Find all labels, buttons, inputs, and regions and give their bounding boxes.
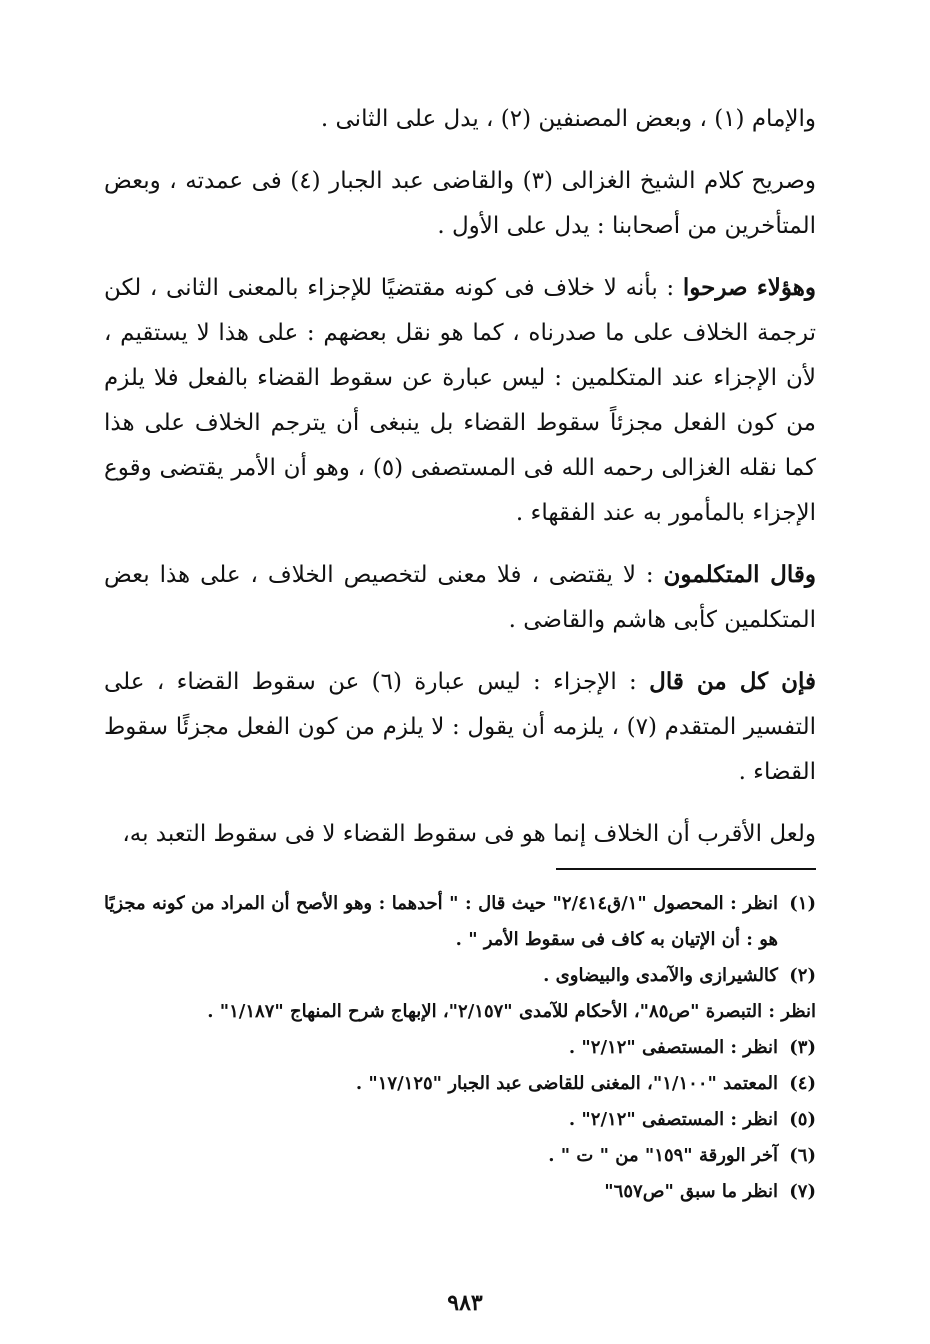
footnote-6 bbox=[104, 1138, 816, 1174]
footnote-2 bbox=[104, 958, 816, 994]
main-text-body bbox=[104, 96, 816, 857]
footnote-number: (٧) bbox=[789, 1181, 816, 1202]
paragraph-6 bbox=[104, 811, 816, 857]
paragraph-1 bbox=[104, 96, 816, 142]
footnote-text: انظر : المستصفى "٢/١٢" . bbox=[568, 1109, 778, 1130]
paragraph-2 bbox=[104, 158, 816, 249]
footnote-text: انظر : المحصول "١/ق٢/٤١٤" حيث قال : " أحدهما : وهو الأصح أن المراد من كونه مجزيًا هو : أن الإتيان به كاف فى سقوط الأمر " . bbox=[104, 893, 778, 950]
document-page bbox=[104, 96, 816, 1296]
paragraph-3-lead: وهؤلاء صرحوا bbox=[682, 274, 816, 301]
footnote-3 bbox=[104, 1030, 816, 1066]
page-number: ٩٨٣ bbox=[447, 1290, 483, 1316]
footnote-5 bbox=[104, 1102, 816, 1138]
footnote-text: المعتمد "١/١٠٠"، المغنى للقاضى عبد الجبار "١٧/١٢٥" . bbox=[355, 1073, 778, 1094]
footnote-1 bbox=[104, 886, 816, 958]
paragraph-4 bbox=[104, 552, 816, 643]
footnote-7 bbox=[104, 1174, 816, 1210]
paragraph-4-text: : لا يقتضى ، فلا معنى لتخصيص الخلاف ، على هذا بعض المتكلمين كأبى هاشم والقاضى . bbox=[104, 562, 816, 633]
footnote-separator bbox=[556, 868, 816, 870]
footnote-text: انظر ما سبق "ص٦٥٧" bbox=[604, 1181, 778, 1202]
paragraph-5-lead: فإن كل من قال bbox=[649, 668, 816, 695]
footnote-2-continued bbox=[104, 994, 816, 1030]
paragraph-3 bbox=[104, 265, 816, 536]
paragraph-5-text: : الإجزاء : ليس عبارة (٦) عن سقوط القضاء ، على التفسير المتقدم (٧) ، يلزمه أن يقول : لا يلزم من كون الفعل مجزئًا سقوط القضاء . bbox=[104, 669, 816, 785]
paragraph-2-text: وصريح كلام الشيخ الغزالى (٣) والقاضى عبد الجبار (٤) فى عمدته ، وبعض المتأخرين من أصحابنا : يدل على الأول . bbox=[104, 168, 817, 239]
footnote-text: كالشيرازى والآمدى والبيضاوى . bbox=[543, 965, 778, 986]
footnotes bbox=[104, 886, 816, 1210]
footnote-number: (٣) bbox=[789, 1037, 816, 1058]
paragraph-1-text: والإمام (١) ، وبعض المصنفين (٢) ، يدل على الثانى . bbox=[320, 106, 816, 132]
paragraph-6-text: ولعل الأقرب أن الخلاف إنما هو فى سقوط القضاء لا فى سقوط التعبد به، bbox=[122, 821, 816, 847]
footnote-4 bbox=[104, 1066, 816, 1102]
footnote-text: انظر : المستصفى "٢/١٢" . bbox=[568, 1037, 778, 1058]
footnote-number: (٢) bbox=[789, 965, 816, 986]
paragraph-4-lead: وقال المتكلمون bbox=[663, 561, 816, 588]
footnote-number: (٥) bbox=[789, 1109, 816, 1130]
paragraph-5 bbox=[104, 659, 816, 795]
footnote-number: (٤) bbox=[789, 1073, 816, 1094]
footnote-number: (٦) bbox=[789, 1145, 816, 1166]
footnote-text: انظر : التبصرة "ص٨٥"، الأحكام للآمدى "٢/١٥٧"، الإبهاج شرح المنهاج "١/١٨٧" . bbox=[207, 1001, 816, 1022]
footnote-text: آخر الورقة "١٥٩" من " ت " . bbox=[548, 1145, 778, 1166]
paragraph-3-text: : بأنه لا خلاف فى كونه مقتضيًا للإجزاء بالمعنى الثانى ، لكن ترجمة الخلاف على ما صدرناه ، كما هو نقل بعضهم : على هذا لا يستقيم ، لأن الإجزاء عند المتكلمين : ليس عبارة عن سقوط القضاء بالفعل فلا يلزم من كون الفعل مجزئاً سقوط القضاء بل ينبغى أن يترجم الخلاف على هذا كما نقله الغزالى رحمه الله فى المستصفى (٥) ، وهو أن الأمر يقتضى وقوع الإجزاء بالمأمور به عند الفقهاء . bbox=[104, 275, 816, 526]
footnote-number: (١) bbox=[789, 893, 816, 914]
